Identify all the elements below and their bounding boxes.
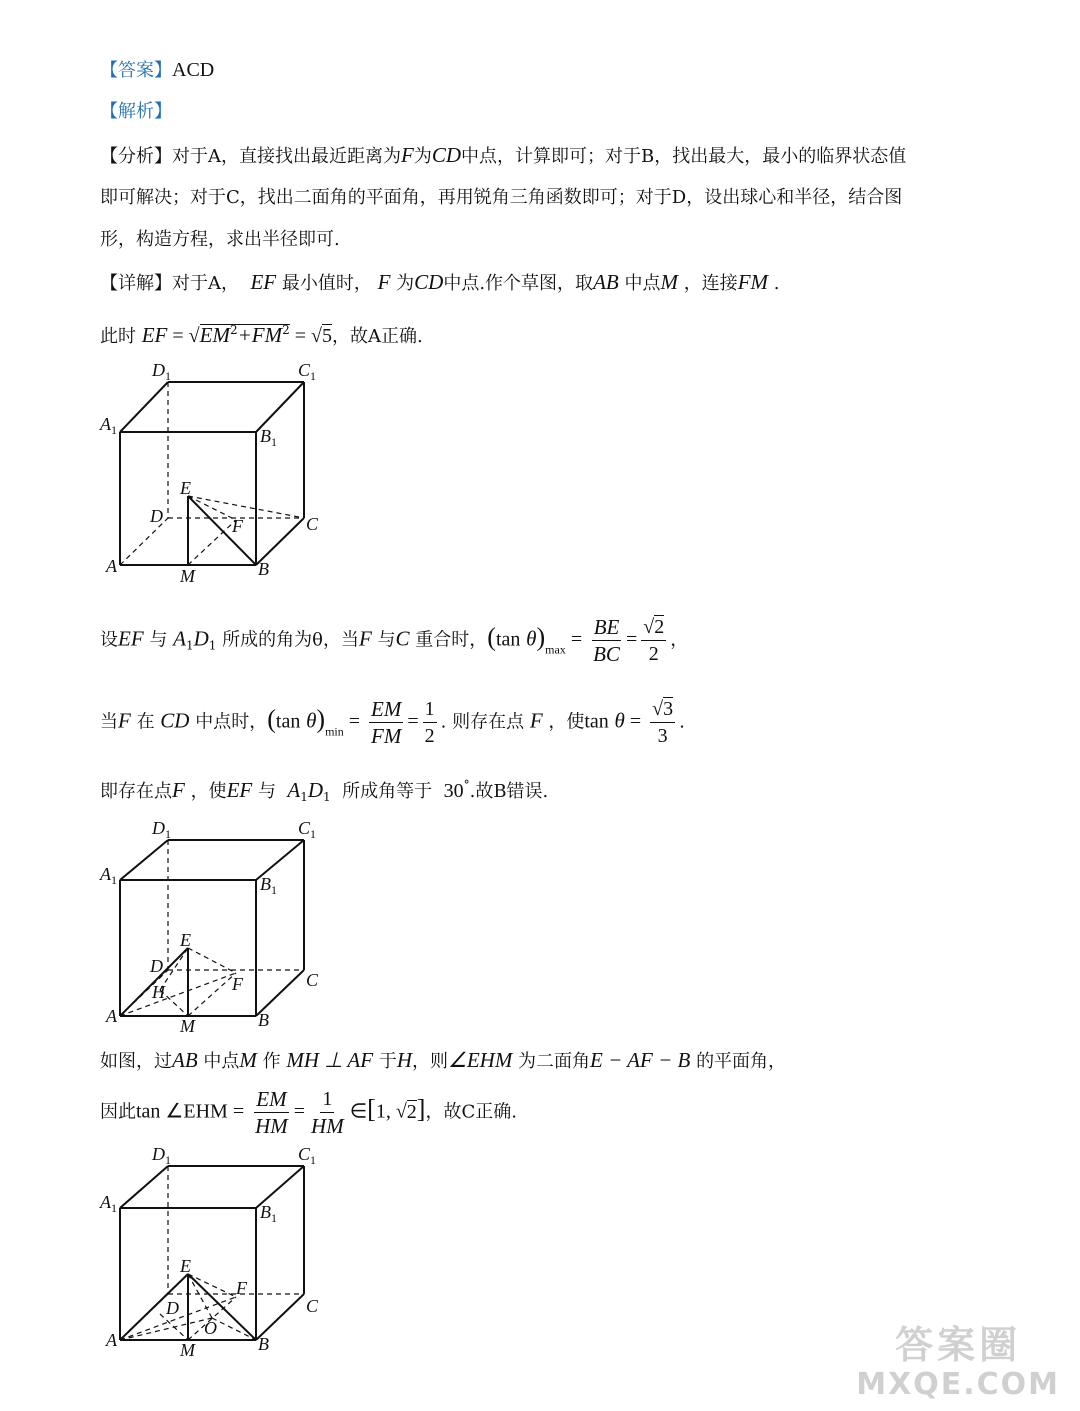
cube-figure-2 <box>100 818 330 1038</box>
detail-text: 最小值时， <box>281 273 372 294</box>
label-c: C <box>306 970 319 990</box>
sym-ab: AB <box>172 1048 198 1072</box>
theta: θ <box>306 708 317 733</box>
label-o: O <box>204 1318 217 1338</box>
watermark-domain: MXQE.COM <box>856 1367 1060 1402</box>
detail-text: . <box>773 273 780 294</box>
label-a1: $A_1$ <box>100 414 117 437</box>
label-f: F <box>232 516 243 536</box>
label-b1: $B_1$ <box>260 874 277 897</box>
label-a: A <box>106 1006 117 1026</box>
sym-f: F <box>377 270 391 294</box>
tan: tan <box>584 710 609 733</box>
sym-cd: CD <box>160 708 190 733</box>
sym-f: F <box>358 626 372 651</box>
radicand: 2 <box>406 1100 417 1123</box>
num: EM <box>256 1087 287 1111</box>
label-c: C <box>306 1296 319 1316</box>
eq-sqrt5: 5 <box>322 325 333 347</box>
frac-em-hm <box>253 1086 290 1139</box>
detail-text: 对于A， <box>172 273 239 294</box>
label-a1: $A_1$ <box>100 1192 117 1215</box>
analysis-heading <box>100 100 172 124</box>
eq-tail: ，故A正确. <box>332 326 423 347</box>
label-c1: $C_1$ <box>298 818 317 841</box>
sym-ehm: ∠EHM <box>448 1048 513 1072</box>
site-watermark <box>856 1323 1060 1403</box>
cube-figure-1 <box>100 360 330 585</box>
frac-be-bc <box>591 614 622 667</box>
fenxi-line-3: 形，构造方程，求出半径即可. <box>100 229 340 250</box>
detail-tag: 【详解】 <box>100 273 172 294</box>
deg-value: 30 <box>443 780 464 802</box>
watermark-logo-text: 答案圈 <box>895 1323 1022 1367</box>
sym-ef: EF <box>226 778 253 802</box>
b-line-1: 设EF 与 $A_1D_1$ 所成的角为θ，当F 与C 重合时，(tan $\theta)_{max}$ = $\frac{BE}{BC}$ = $\frac{√2}{2}$ ， <box>100 615 689 666</box>
frac-sqrt2-2 <box>641 614 666 667</box>
fenxi-text: 中点，计算即可；对于B，找出最大，最小的临界状态值 <box>461 146 907 167</box>
b2-text: 当 <box>100 711 118 733</box>
fenxi-line-1 <box>100 143 906 169</box>
label-c1: $C_1$ <box>298 1144 317 1167</box>
sym-tan-ehm: tan ∠EHM <box>136 1100 228 1123</box>
fenxi-line-2: 即可解决；对于C，找出二面角的平面角，再用锐角三角函数即可；对于D，设出球心和半径，结合图 <box>100 187 903 208</box>
c1-text: 作 <box>262 1051 281 1072</box>
label-d: D <box>150 956 163 976</box>
eq-lead: 此时 <box>100 326 136 347</box>
den: 2 <box>424 725 435 747</box>
b2-text: . 则存在点 <box>440 711 525 733</box>
fenxi-text: 为 <box>413 146 432 167</box>
c2-tail: ，故C正确. <box>425 1101 517 1123</box>
label-c: C <box>306 514 319 534</box>
sym-f: F <box>401 143 414 167</box>
sym-ab: AB <box>593 270 619 294</box>
label-e: E <box>180 930 191 950</box>
c1-text: 于 <box>378 1051 397 1072</box>
label-m: M <box>180 566 195 586</box>
label-d1: $D_1$ <box>152 1144 171 1167</box>
b1-tail: ， <box>670 629 689 651</box>
b2-text: 中点时， <box>195 711 268 733</box>
num: EM <box>371 697 402 721</box>
label-f: F <box>236 1278 247 1298</box>
label-b: B <box>258 1334 269 1354</box>
b1-text: 重合时， <box>415 629 488 651</box>
sym-f: F <box>172 778 185 802</box>
frac-em-fm <box>369 696 403 749</box>
c-line-1 <box>100 1048 786 1074</box>
label-c1: $C_1$ <box>298 360 317 383</box>
b3-text: ，使 <box>190 781 227 802</box>
b-line-3: 即存在点F ，使EF 与 $A_1D_1$ 所成角等于 30°.故B错误. <box>100 778 549 804</box>
label-m: M <box>180 1340 195 1360</box>
b3-text: 即存在点 <box>100 781 172 802</box>
max-sub: max <box>545 642 566 657</box>
b2-text: ，使 <box>548 711 585 733</box>
num: BE <box>593 615 620 639</box>
b2-tail: . <box>679 711 685 733</box>
interval-open: 1, <box>375 1100 396 1123</box>
num: √2 <box>641 614 666 641</box>
den: FM <box>371 724 402 748</box>
b-line-2: 当F 在 CD 中点时，(tan $\theta)_{min}$ = $\frac{EM}{FM}$ = $\frac{1}{2}$ . 则存在点 F ，使tan θ = $\frac{√3}{3}$ . <box>100 697 685 748</box>
detail-line-a <box>100 270 779 296</box>
num: √3 <box>650 696 675 723</box>
eq-sq: 2 <box>229 323 238 337</box>
label-b: B <box>258 559 269 579</box>
radicand: 3 <box>663 698 674 720</box>
label-d1: $D_1$ <box>152 360 171 383</box>
fenxi-tag: 【分析】 <box>100 146 172 167</box>
label-f: F <box>232 974 243 994</box>
den: 2 <box>648 643 659 665</box>
sym-a1d1: A <box>287 778 301 802</box>
label-e: E <box>180 1256 191 1276</box>
analysis-tag: 【解析】 <box>100 101 172 122</box>
detail-text: 中点.作个草图，取 <box>443 273 594 294</box>
detail-text: 中点 <box>624 273 661 294</box>
label-a: A <box>106 1330 117 1350</box>
sym-m: M <box>660 270 678 294</box>
b3-text: 所成角等于 <box>342 781 433 802</box>
frac-sqrt3-3 <box>650 696 675 749</box>
sym-fm: FM <box>737 270 769 294</box>
sym-mh-af: MH ⊥ AF <box>286 1048 374 1072</box>
c1-text: 为二面角 <box>518 1051 591 1072</box>
radicand: 2 <box>654 616 665 638</box>
num: 1 <box>320 1086 334 1113</box>
fenxi-text: 对于A，直接找出最近距离为 <box>172 146 401 167</box>
label-e: E <box>180 478 191 498</box>
den: BC <box>593 642 620 666</box>
c1-text: 中点 <box>203 1051 240 1072</box>
sym-a1d1: A <box>173 626 186 651</box>
label-b: B <box>258 1010 269 1030</box>
theta: θ <box>614 708 625 733</box>
label-d: D <box>150 506 163 526</box>
c-line-2: 因此tan ∠EHM = $\frac{EM}{HM}$ = $\frac{1}{HM}$ ∈[1, √2]，故C正确. <box>100 1087 517 1138</box>
b3-text: 与 <box>257 781 276 802</box>
eq-em: EM <box>199 323 230 347</box>
b3-tail: .故B错误. <box>469 781 549 802</box>
sym-f: F <box>529 708 543 733</box>
answer-tag: 【答案】 <box>100 60 172 81</box>
frac-1-hm <box>309 1086 346 1139</box>
den: HM <box>255 1114 288 1138</box>
b2-text: 在 <box>136 711 155 733</box>
b1-text: 设 <box>100 629 118 651</box>
detail-text: ，连接 <box>683 273 738 294</box>
label-a1: $A_1$ <box>100 864 117 887</box>
den: 3 <box>657 725 668 747</box>
sym-cd: CD <box>431 143 462 167</box>
sym-ef: EF <box>118 626 144 651</box>
sym-h: H <box>396 1048 412 1072</box>
equation-line-ef: 此时 EF = $√EM^2+FM^2 = √5$，故A正确. <box>100 323 423 347</box>
answer-line <box>100 58 214 83</box>
label-d: D <box>166 1298 179 1318</box>
sym-eafb: E − AF − B <box>590 1048 691 1072</box>
sym-f: F <box>118 708 131 733</box>
label-h: H <box>152 982 165 1002</box>
answer-value: ACD <box>172 59 215 81</box>
sym-c: C <box>395 626 410 651</box>
label-m: M <box>180 1016 195 1036</box>
label-b1: $B_1$ <box>260 426 277 449</box>
c1-text: 如图，过 <box>100 1051 172 1072</box>
c1-text: ，则 <box>412 1051 448 1072</box>
sym-cd: CD <box>414 270 444 294</box>
cube-figure-3 <box>100 1144 330 1364</box>
eq-sq: 2 <box>282 323 290 337</box>
label-d1: $D_1$ <box>152 818 171 841</box>
label-a: A <box>106 556 117 576</box>
b1-text: 与 <box>377 629 396 651</box>
label-b1: $B_1$ <box>260 1202 277 1225</box>
sym-ef: EF <box>250 270 277 294</box>
eq-fm: +FM <box>237 323 283 347</box>
eq-radicand <box>200 324 290 347</box>
den: HM <box>311 1114 344 1138</box>
b1-text: 与 <box>149 629 168 651</box>
frac-1-2 <box>423 696 437 749</box>
sym-m: M <box>239 1048 257 1072</box>
tan: tan <box>495 628 521 651</box>
theta: θ <box>526 626 537 651</box>
c2-text: 因此 <box>100 1101 136 1123</box>
b1-text: 所成的角为θ，当 <box>222 629 359 651</box>
detail-text: 为 <box>396 273 415 294</box>
num: 1 <box>423 696 437 723</box>
tan: tan <box>275 710 301 733</box>
c1-text: 的平面角， <box>696 1051 787 1072</box>
eq-lhs: EF <box>141 323 168 347</box>
min-sub: min <box>325 724 344 739</box>
